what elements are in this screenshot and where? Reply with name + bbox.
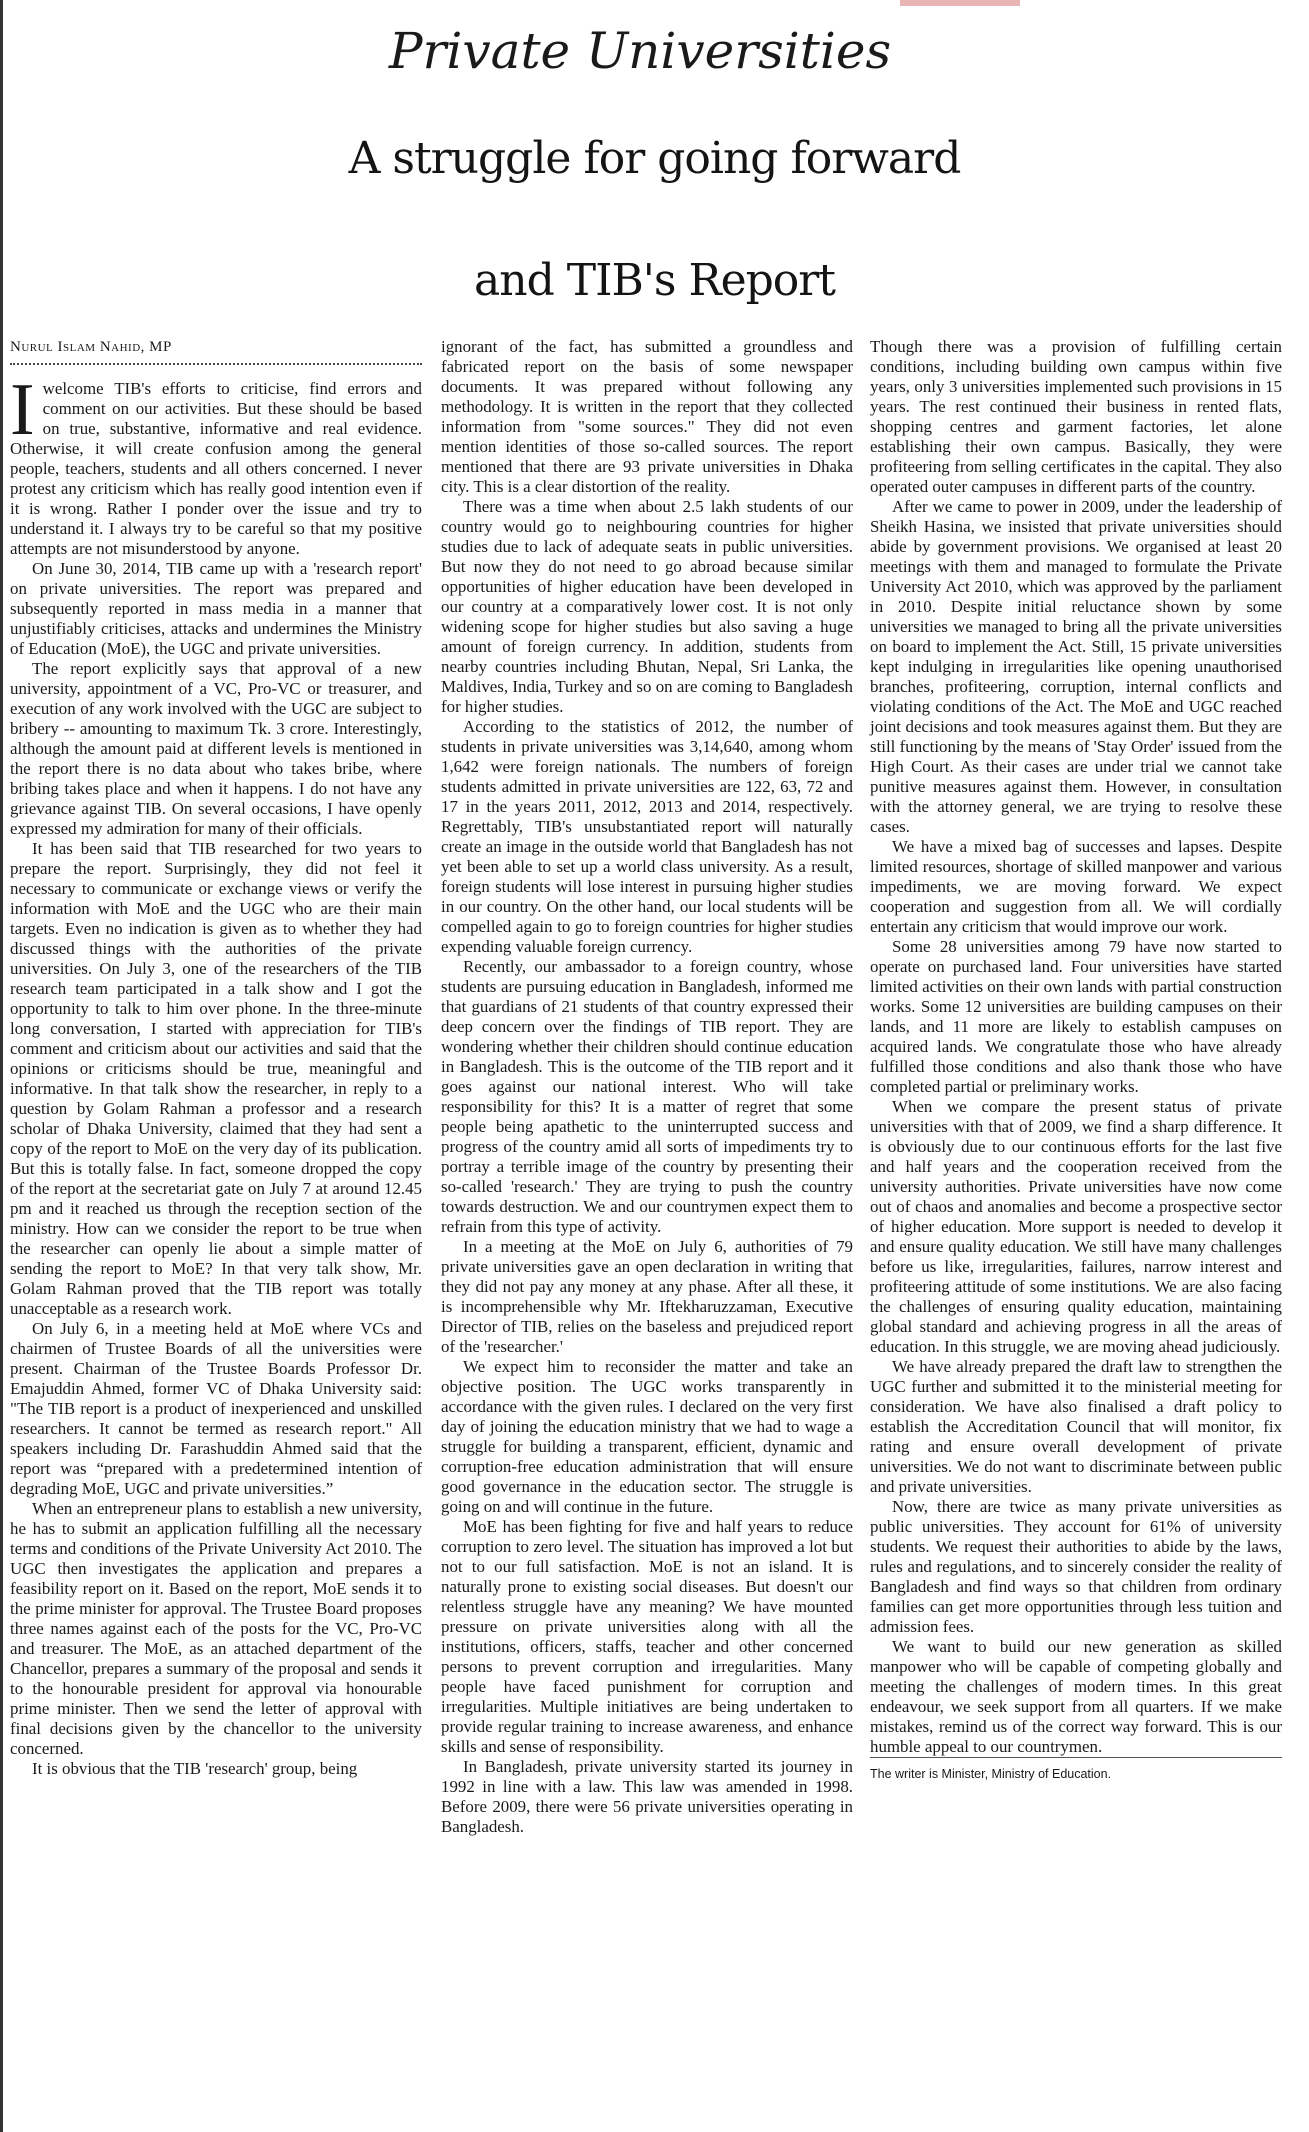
paragraph: There was a time when about 2.5 lakh students of our country would go to neighbouring countries for higher studies due to lack of adequate seats in public universities. But now they do not need to go abroad because similar opportunities of higher education have been developed in our country at a comparatively lower cost. It is not only widening scope for higher studies but also saving a huge amount of foreign currency. In addition, students from nearby countries including Bhutan, Nepal, Sri Lanka, the Maldives, India, Turkey and so on are coming to Bangladesh for higher studies. (441, 497, 853, 716)
paragraph: Though there was a provision of fulfilling certain conditions, including building own campus within five years, only 3 universities implemented such provisions in 15 years. The rest continued their business in rented flats, shopping centres and garment factories, let alone establishing their own campus. Basically, they were profiteering from selling certificates in the capital. They also operated outer campuses in different parts of the country. (870, 337, 1282, 496)
paragraph: After we came to power in 2009, under the leadership of Sheikh Hasina, we insisted that private universities should abide by government provisions. We organised at least 20 meetings with them and managed to formulate the Private University Act 2010, which was approved by the parliament in 2010. Despite initial reluctance shown by some universities we managed to bring all the private universities on board to implement the Act. Still, 15 private universities kept indulging in irregularities like opening unauthorised branches, profiteering, corruption, internal conflicts and violating conditions of the Act. The MoE and UGC reached joint decisions and took measures against them. But they are still functioning by the means of 'Stay Order' issued from the High Court. As their cases are under trial we cannot take punitive measures against them. However, in consultation with the attorney general, we are trying to resolve these cases. (870, 497, 1282, 836)
paragraph: It has been said that TIB researched for two years to prepare the report. Surprisingly, they did not feel it necessary to communicate or exchange views or verify the information with MoE and the UGC who are their main targets. Even no indication is given as to whether they had discussed things with the authorities of the private universities. On July 3, one of the researchers of the TIB research team participated in a talk show and I got the opportunity to talk to him over phone. In the three-minute long conversation, I started with appreciation for TIB's comment and criticism about our activities and said that the opinions or criticisms should be true, meaningful and informative. In that talk show the researcher, in reply to a question by Golam Rahman a professor and a research scholar of Dhaka University, claimed that they had sent a copy of the report to MoE on the very day of its publication. But this is totally false. In fact, someone dropped the copy of the report at the secretariat gate on July 7 at around 12.45 pm and it reached us through the reception section of the ministry. How can we consider the report to be true when the researcher can openly lie about a simple matter of sending the report to MoE? In that very talk show, Mr. Golam Rahman proved that the TIB report was totally unacceptable as a research work. (10, 839, 422, 1318)
paragraph: When an entrepreneur plans to establish a new university, he has to submit an application fulfilling all the necessary terms and conditions of the Private University Act 2010. The UGC then investigates the application and prepares a feasibility report on it. Based on the report, MoE sends it to the prime minister for approval. The Trustee Board proposes three names against each of the posts for the VC, Pro-VC and treasurer. The MoE, as an attached department of the Chancellor, prepares a summary of the proposal and sends it to the honourable president for approval via honourable prime minister. Then we send the letter of approval with final decisions given by the chancellor to the university concerned. (10, 1499, 422, 1758)
column-1 (10, 337, 422, 1779)
paragraph: According to the statistics of 2012, the number of students in private universities was 3,14,640, among whom 1,642 were foreign nationals. The numbers of foreign students admitted in private universities are 122, 63, 72 and 17 in the years 2011, 2012, 2013 and 2014, respectively. Regrettably, TIB's unsubstantiated report will naturally create an image in the outside world that Bangladesh has not yet been able to set up a world class university. As a result, foreign students will lose interest in pursuing higher studies in our country. On the other hand, our local students will be compelled again to go to foreign countries for higher studies expending valuable foreign currency. (441, 717, 853, 956)
paragraph: We have already prepared the draft law to strengthen the UGC further and submitted it to the ministerial meeting for consideration. We have also finalised a draft policy to establish the Accreditation Council that will monitor, fix rating and ensure overall development of private universities. We do not want to discriminate between public and private universities. (870, 1357, 1282, 1496)
byline: Nurul Islam Nahid, MP (10, 337, 422, 365)
paragraph: Recently, our ambassador to a foreign country, whose students are pursuing education in Bangladesh, informed me that guardians of 21 students of that country expressed their deep concern over the findings of TIB report. They are wondering whether their children should continue education in Bangladesh. This is the outcome of the TIB report and it goes against our national interest. Who will take responsibility for this? It is a matter of regret that some people being apathetic to the uninterrupted success and progress of the country amid all sorts of impediments try to portray a terrible image of the country by presenting their so-called 'research.' They are trying to push the country towards destruction. We and our countrymen expect them to refrain from this type of activity. (441, 957, 853, 1236)
paragraph: When we compare the present status of private universities with that of 2009, we find a sharp difference. It is obviously due to our continuous efforts for the last five and half years and the cooperation received from the university authorities. Private universities have now come out of chaos and anomalies and become a prospective sector of higher education. More support is needed to develop it and ensure quality education. We still have many challenges before us like, irregularities, failures, narrow interest and profiteering attitude of some institutions. We are also facing the challenges of ensuring quality education, maintaining global standard and achieving progress in all the areas of education. In this struggle, we are moving ahead judiciously. (870, 1097, 1282, 1356)
paragraph: The report explicitly says that approval of a new university, appointment of a VC, Pro-VC or treasurer, and execution of any work involved with the UGC are subject to bribery -- amounting to maximum Tk. 3 crore. Interestingly, although the amount paid at different levels is mentioned in the report there is no data about who takes bribe, where bribing takes place and when it happens. I do not have any grievance against TIB. On several occasions, I have openly expressed my admiration for many of their officials. (10, 659, 422, 838)
author-note: The writer is Minister, Ministry of Education. (870, 1757, 1282, 1784)
paragraph-text: welcome TIB's efforts to criticise, find errors and comment on our activities. But these should be based on true, substantive, informative and real evidence. Otherwise, it will create confusion among the general people, teachers, students and all others concerned. I never protest any criticism which has really good intention even if it is wrong. Rather I ponder over the issue and try to understand it. I always try to be careful so that my positive attempts are not misunderstood by anyone. (10, 379, 422, 558)
headline (0, 98, 1309, 342)
paragraph: Some 28 universities among 79 have now started to operate on purchased land. Four universities have started limited activities on their own lands with partial construction works. Some 12 universities are building campuses on their lands, and 11 more are likely to establish campuses on acquired lands. We congratulate those who have already fulfilled those conditions and also thank those who have completed partial or preliminary works. (870, 937, 1282, 1096)
paragraph: On July 6, in a meeting held at MoE where VCs and chairmen of Trustee Boards of all the universities were present. Chairman of the Trustee Boards Professor Dr. Emajuddin Ahmed, former VC of Dhaka University said: "The TIB report is a product of inexperienced and unskilled researchers. It cannot be termed as research report." All speakers including Dr. Farashuddin Ahmed said that the report was “prepared with a predetermined intention of degrading MoE, UGC and private universities.” (10, 1319, 422, 1498)
paragraph: We expect him to reconsider the matter and take an objective position. The UGC works transparently in accordance with the given rules. I declared on the very first day of joining the education ministry that we had to wage a struggle for building a transparent, efficient, dynamic and corruption-free education administration that will ensure good governance in the education sector. The struggle is going on and will continue in the future. (441, 1357, 853, 1516)
top-color-mark (900, 0, 1020, 6)
paragraph: Now, there are twice as many private universities as public universities. They account for 61% of university students. We request their authorities to abide by the laws, rules and regulations, and to sincerely consider the reality of Bangladesh and find ways so that children from ordinary families can get more opportunities through less tuition and admission fees. (870, 1497, 1282, 1636)
paragraph: On June 30, 2014, TIB came up with a 'research report' on private universities. The report was prepared and subsequently reported in mass media in a manner that unjustifiably criticises, attacks and undermines the Ministry of Education (MoE), the UGC and private universities. (10, 559, 422, 658)
column-2 (441, 337, 853, 1837)
paragraph: MoE has been fighting for five and half years to reduce corruption to zero level. The situation has improved a lot but not to our full satisfaction. MoE is not an island. It is naturally prone to existing social diseases. But doesn't our relentless struggle have any meaning? We have mounted pressure on private universities along with all the institutions, officers, staffs, teacher and other concerned persons to prevent corruption and irregularities. Many people have faced punishment for corruption and irregularities. Multiple initiatives are being undertaken to provide regular training to increase awareness, and enhance skills and sense of responsibility. (441, 1517, 853, 1756)
paragraph: In Bangladesh, private university started its journey in 1992 in line with a law. This law was amended in 1998. Before 2009, there were 56 private universities operating in Bangladesh. (441, 1757, 853, 1836)
headline-line-2: and TIB's Report (474, 255, 835, 306)
kicker: Private Universities (388, 22, 892, 80)
column-3 (870, 337, 1282, 1784)
paragraph: We have a mixed bag of successes and lapses. Despite limited resources, shortage of skilled manpower and various impediments, we are moving forward. We expect cooperation and suggestion from all. We will cordially entertain any criticism that would improve our work. (870, 837, 1282, 936)
paragraph: In a meeting at the MoE on July 6, authorities of 79 private universities gave an open declaration in writing that they did not pay any money at any phase. After all these, it is incomprehensible why Mr. Iftekharuzzaman, Executive Director of TIB, relies on the baseless and prejudiced report of the 'researcher.' (441, 1237, 853, 1356)
paragraph (10, 369, 422, 559)
paragraph: ignorant of the fact, has submitted a groundless and fabricated report on the basis of some newspaper documents. It was prepared without following any methodology. It is written in the report that they collected information from "some sources." They did not even mention identities of those so-called sources. The report mentioned that there are 93 private universities in Dhaka city. This is a clear distortion of the reality. (441, 337, 853, 496)
dropcap: I (10, 369, 35, 451)
paragraph: It is obvious that the TIB 'research' group, being (32, 1759, 358, 1778)
headline-line-1: A struggle for going forward (348, 133, 961, 184)
paragraph: We want to build our new generation as skilled manpower who will be capable of competing globally and meeting the challenges of modern times. In this great endeavour, we seek support from all quarters. If we make mistakes, remind us of the correct way forward. This is our humble appeal to our countrymen. (870, 1637, 1282, 1756)
